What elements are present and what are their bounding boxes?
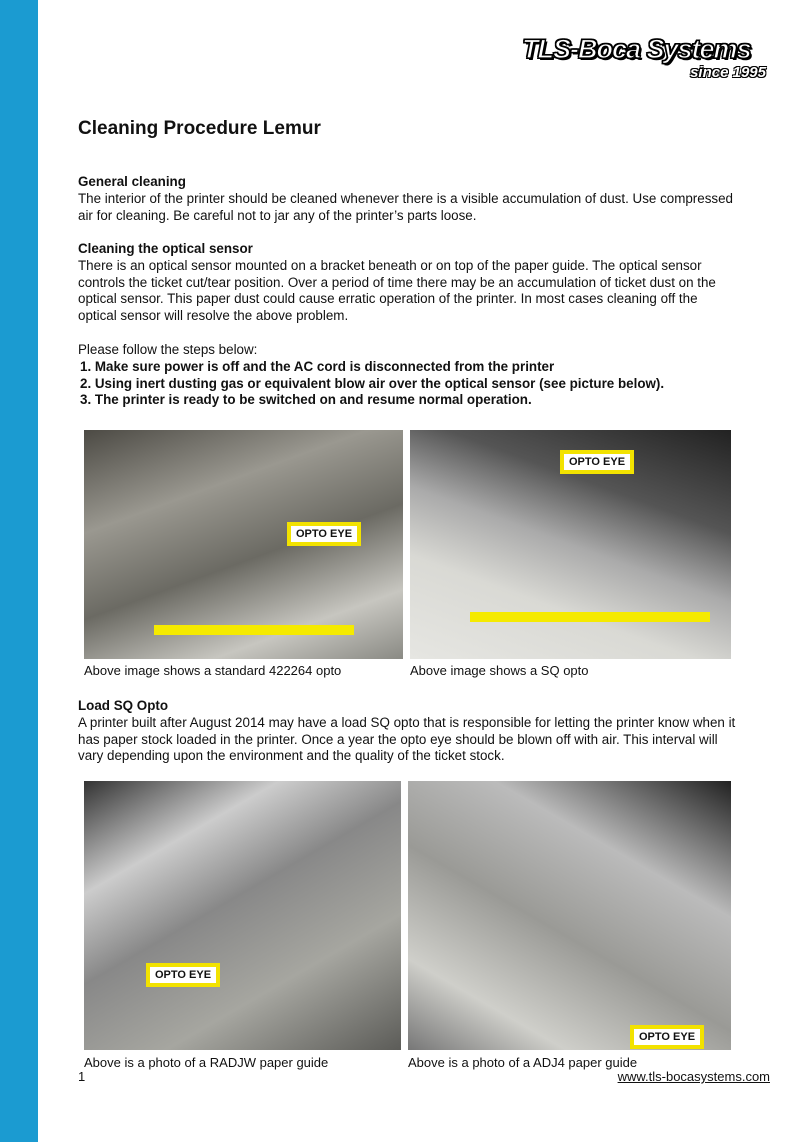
- photo-radjw-guide: [84, 781, 401, 1050]
- section-heading: General cleaning: [78, 174, 186, 189]
- section-heading: Cleaning the optical sensor: [78, 241, 253, 256]
- section-body: There is an optical sensor mounted on a bracket beneath or on top of the paper guide. The optical sensor controls the ticket cut/tear position. Over a period of time there may be an accumulation of ticket dust on the optical sensor. This paper dust could cause erratic operation of the printer. In most cases cleaning off the optical sensor will resolve the above problem.: [78, 257, 716, 324]
- photo-sq-opto: [410, 430, 731, 659]
- logo-text: TLS-Boca Systems: [522, 34, 751, 64]
- photo-standard-opto: [84, 430, 403, 659]
- page-title: Cleaning Procedure Lemur: [78, 118, 321, 139]
- opto-eye-label: OPTO EYE: [289, 524, 359, 544]
- step-item: 3. The printer is ready to be switched on and resume normal operation.: [80, 392, 532, 408]
- arrow-annotation: [470, 612, 710, 622]
- section-body: A printer built after August 2014 may have a load SQ opto that is responsible for letting the printer know when it has paper stock loaded in the printer. Once a year the opto eye should be blown off with air. This interval will vary depending upon the environment and the quality of the ticket stock.: [78, 714, 736, 764]
- logo-subtext: since 1995: [690, 64, 766, 81]
- side-color-bar: [0, 0, 38, 1142]
- opto-eye-label: OPTO EYE: [562, 452, 632, 472]
- photo-caption: Above image shows a standard 422264 opto: [84, 663, 342, 678]
- load-sq-section: [78, 698, 738, 765]
- step-item: 1. Make sure power is off and the AC cord is disconnected from the printer: [80, 358, 555, 374]
- photo-caption: Above is a photo of a RADJW paper guide: [84, 1055, 329, 1070]
- steps-intro: Please follow the steps below:: [78, 342, 258, 357]
- arrow-annotation: [154, 625, 354, 635]
- company-logo: [522, 34, 770, 86]
- opto-eye-label: OPTO EYE: [148, 965, 218, 985]
- steps-section: [78, 342, 738, 409]
- section-heading: Load SQ Opto: [78, 698, 169, 713]
- section-body: The interior of the printer should be cleaned whenever there is a visible accumulation of dust. Use compressed air for cleaning. Be careful not to jar any of the printer’s parts loose.: [78, 190, 734, 223]
- page-number: 1: [78, 1069, 86, 1084]
- photo-caption: Above is a photo of a ADJ4 paper guide: [408, 1055, 638, 1070]
- photo-caption: Above image shows a SQ opto: [410, 663, 589, 678]
- photo-adj4-guide: [408, 781, 731, 1050]
- optical-sensor-section: [78, 241, 738, 325]
- step-item: 2. Using inert dusting gas or equivalent blow air over the optical sensor (see picture below).: [80, 375, 665, 391]
- opto-eye-label: OPTO EYE: [632, 1027, 702, 1047]
- general-cleaning-section: [78, 174, 738, 224]
- website-link[interactable]: www.tls-bocasystems.com: [617, 1069, 770, 1084]
